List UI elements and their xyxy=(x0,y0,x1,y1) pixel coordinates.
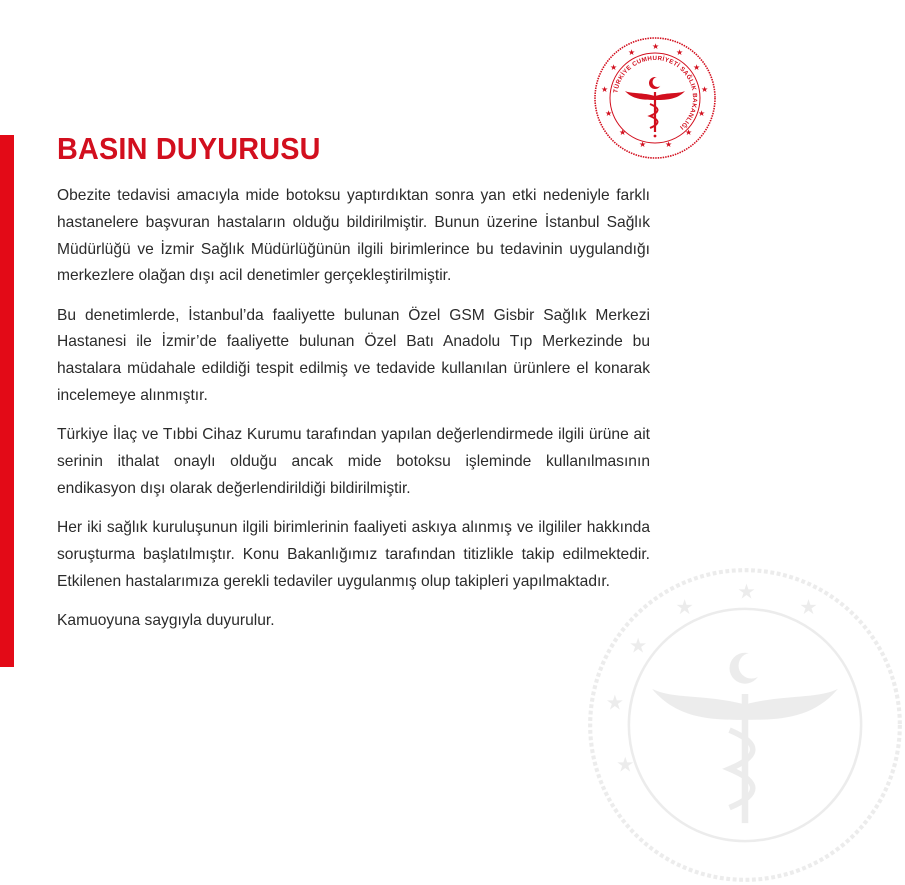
svg-text:★: ★ xyxy=(610,63,618,72)
svg-text:★: ★ xyxy=(737,580,756,604)
paragraph-2: Bu denetimlerde, İstanbul’da faaliyette bulunan Özel GSM Gisbir Sağlık Merkezi Hastanesi ile İzmir’de faaliyette bulunan Özel Batı Anadolu Tıp Merkezinde bu hastalara müdahale edildiği tespit edilmiş ve tedavide kullanılan ürünlere el konarak incelemeye alınmıştır. xyxy=(57,306,650,405)
svg-text:★: ★ xyxy=(628,48,636,57)
svg-text:★: ★ xyxy=(639,140,647,149)
page-title: BASIN DUYURUSU xyxy=(57,131,321,166)
svg-text:★: ★ xyxy=(615,753,635,777)
svg-text:★: ★ xyxy=(628,634,648,658)
svg-text:★: ★ xyxy=(601,85,609,94)
svg-text:★: ★ xyxy=(619,128,627,137)
closing-line: Kamuoyuna saygıyla duyurulur. xyxy=(57,612,275,630)
svg-text:★: ★ xyxy=(685,128,693,137)
svg-text:★: ★ xyxy=(605,109,613,118)
svg-text:★: ★ xyxy=(799,596,818,620)
svg-text:★: ★ xyxy=(665,140,673,149)
paragraph-3: Türkiye İlaç ve Tıbbi Cihaz Kurumu tarafından yapılan değerlendirmede ilgili ürüne ait serinin ithalat onaylı olduğu ancak mide botoksu işleminde kullanılmasının endikasyon dışı olarak değerlendirildiği bildirilmiştir. xyxy=(57,426,650,497)
svg-text:★: ★ xyxy=(652,42,660,51)
svg-text:TÜRKİYE CUMHURİYETİ SAĞLIK BAK: TÜRKİYE CUMHURİYETİ SAĞLIK BAKANLIĞI xyxy=(612,54,699,131)
ministry-of-health-seal-icon xyxy=(593,36,717,160)
svg-text:★: ★ xyxy=(675,596,694,620)
svg-text:★: ★ xyxy=(676,48,684,57)
red-accent-bar xyxy=(0,135,14,667)
paragraph-4: Her iki sağlık kuruluşunun ilgili birimlerinin faaliyeti askıya alınmış ve ilgililer hakkında soruşturma başlatılmıştır. Konu Bakanlığımız tarafından titizlikle takip edilmektedir. Etkilenen hastalarımıza gerekli tedaviler uygulanmış olup takipleri yapılmaktadır. xyxy=(57,519,650,590)
svg-text:★: ★ xyxy=(698,109,706,118)
svg-text:★: ★ xyxy=(701,85,709,94)
svg-text:★: ★ xyxy=(693,63,701,72)
press-release-body xyxy=(57,183,650,647)
paragraph-1: Obezite tedavisi amacıyla mide botoksu yaptırdıktan sonra yan etki nedeniyle farklı hastanelere başvuran hastaların olduğu bildirilmiştir. Bunun üzerine İstanbul Sağlık Müdürlüğü ve İzmir Sağlık Müdürlüğünün ilgili birimlerince bu tedavinin uygulandığı merkezlere olağan dışı acil denetimler gerçekleştirilmiştir. xyxy=(57,187,650,285)
svg-text:★: ★ xyxy=(605,691,625,715)
